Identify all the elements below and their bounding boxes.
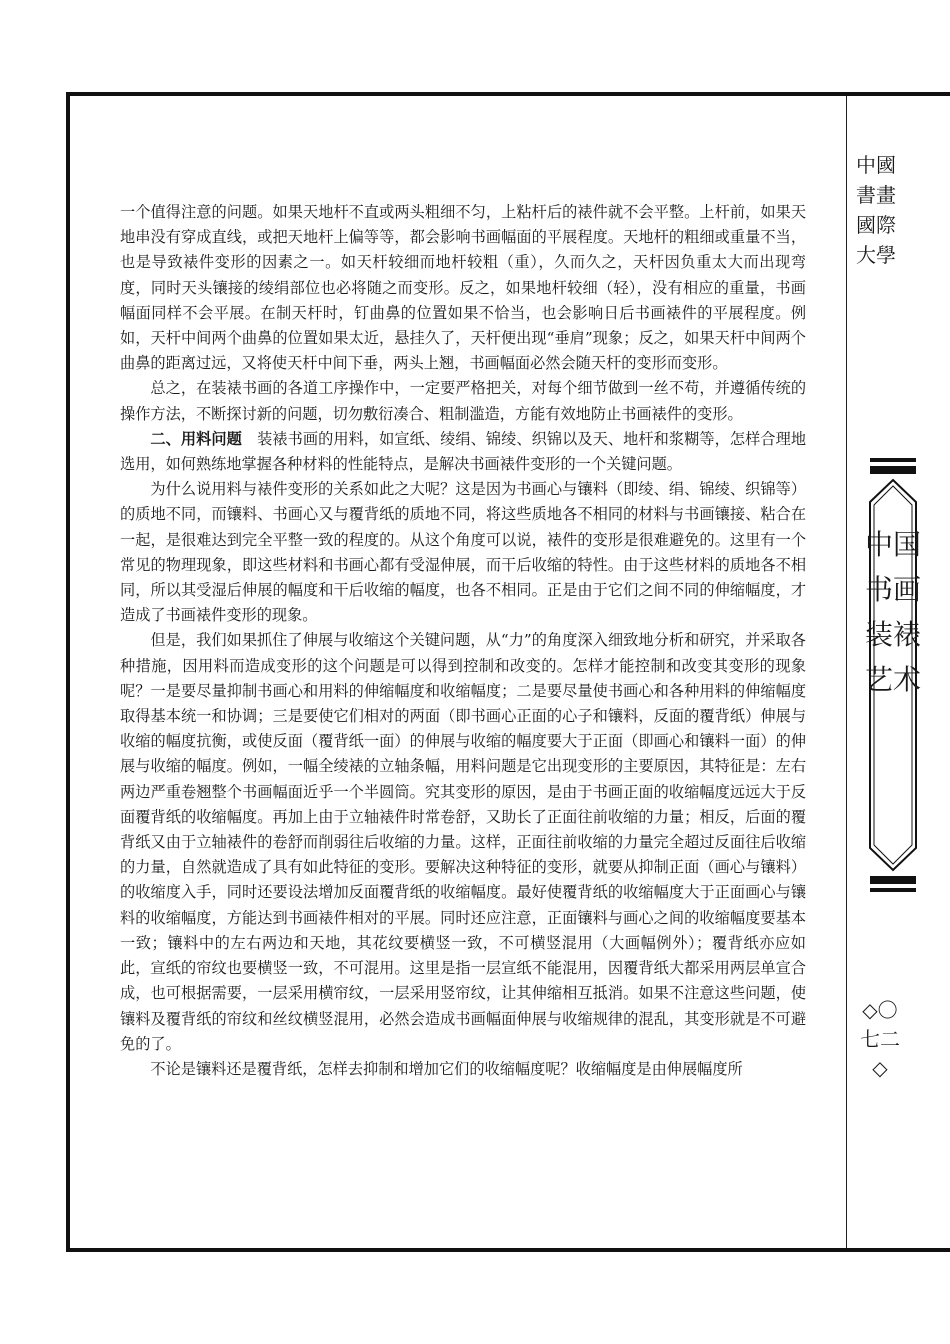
book-title: 中国书画装裱艺术 xyxy=(864,528,921,696)
section-heading: 二、用料问题 xyxy=(150,429,242,448)
paragraph: 总之，在装裱书画的各道工序操作中，一定要严格把关，对每个细节做到一丝不苟，并遵循传统的操作方法，不断探讨新的问题，切勿敷衍凑合、粗制滥造，方能有效地防止书画裱件的变形。 xyxy=(120,379,806,423)
decorative-band xyxy=(870,888,916,892)
decorative-band xyxy=(870,876,916,884)
paragraph: 一个值得注意的问题。如果天地杆不直或两头粗细不匀，上粘杆后的裱件就不会平整。上杆前，如果天地串没有穿成直线，或把天地杆上偏等等，都会影响书画幅面的平展程度。天地杆的粗细或重量不当，也是导致裱件变形的因素之一。如天杆较细而地杆较粗（重），久而久之，天杆因负重太大而出现弯度，同时天头镶接的绫绢部位也必将随之而变形。反之，如果地杆较细（轻），没有相应的重量，书画幅面同样不会平展。在制天杆时，钉曲鼻的位置如果不恰当，也会影响日后书画裱件的平展程度。例如，天杆中间两个曲鼻的位置如果太近，悬挂久了，天杆便出现“垂肩”现象；反之，如果天杆中间两个曲鼻的距离过远，又将使天杆中间下垂，两头上翘，书画幅面必然会随天杆的变形而变形。 xyxy=(120,203,806,373)
paragraph xyxy=(120,427,806,477)
running-header-university: 中國書畫國際大學 xyxy=(856,153,896,267)
book-title-box xyxy=(864,478,922,872)
decorative-band xyxy=(870,458,916,462)
margin-divider xyxy=(846,96,847,1248)
decorative-band xyxy=(870,466,916,474)
paragraph: 但是，我们如果抓住了伸展与收缩这个关键问题，从“力”的角度深入细致地分析和研究，并采取各种措施，因用料而造成变形的这个问题是可以得到控制和改变的。怎样才能控制和改变其变形的现象呢？一是要尽量抑制书画心和用料的伸缩幅度和收缩幅度；二是要尽量使书画心和各种用料的伸缩幅度取得基本统一和协调；三是要使它们相对的两面（即书画心正面的心子和镶料，反面的覆背纸）伸展与收缩的幅度抗衡，或使反面（覆背纸一面）的伸展与收缩的幅度要大于正面（即画心和镶料一面）的伸展与收缩的幅度。例如，一幅全绫裱的立轴条幅，用料问题是它出现变形的主要原因，其特征是：左右两边严重卷翘整个书画幅面近乎一个半圆筒。究其变形的原因，是由于书画正面的收缩幅度远远大于反面覆背纸的收缩幅度。再加上由于立轴裱件时常卷舒，又助长了正面往前收缩的力量；相反，后面的覆背纸又由于立轴裱件的卷舒而削弱往后收缩的力量。这样，正面往前收缩的力量完全超过反面往后收缩的力量，自然就造成了具有如此特征的变形。要解决这种特征的变形，就要从抑制正面（画心与镶料）的收缩度入手，同时还要设法增加反面覆背纸的收缩幅度。最好使覆背纸的收缩幅度大于正面画心与镶料的收缩幅度，方能达到书画裱件相对的平展。同时还应注意，正面镶料与画心之间的收缩幅度要基本一致；镶料中的左右两边和天地，其花纹要横竖一致，不可横竖混用（大画幅例外）；覆背纸亦应如此，宣纸的帘纹也要横竖一致，不可混用。这里是指一层宣纸不能混用，因覆背纸大都采用两层单宣合成，也可根据需要，一层采用横帘纹，一层采用竖帘纹，让其伸缩相互抵消。如果不注意这些问题，使镶料及覆背纸的帘纹和丝纹横竖混用，必然会造成书画幅面伸展与收缩规律的混乱，其变形就是不可避免的了。 xyxy=(120,631,806,1053)
page-number: ◇〇七二◇ xyxy=(860,998,900,1080)
paragraph-text: 装裱书画的用料，如宣纸、绫绢、锦绫、织锦以及天、地杆和浆糊等，怎样合理地选用，如何熟练地掌握各种材料的性能特点，是解决书画裱件变形的一个关键问题。 xyxy=(120,429,807,474)
paragraph: 不论是镶料还是覆背纸，怎样去抑制和增加它们的收缩幅度呢？收缩幅度是由伸展幅度所 xyxy=(150,1059,743,1078)
paragraph: 为什么说用料与裱件变形的关系如此之大呢？这是因为书画心与镶料（即绫、绢、锦绫、织锦等）的质地不同，而镶料、书画心又与覆背纸的质地不同，将这些质地各不相同的材料与书画镶接、粘合在一起，是很难达到完全平整一致的程度的。从这个角度可以说，裱件的变形是很难避免的。这里有一个常见的物理现象，即这些材料和书画心都有受湿伸展，而干后收缩的特性。由于这些材料的质地各不相同，所以其受湿后伸展的幅度和干后收缩的幅度，也各不相同。正是由于它们之间不同的伸缩幅度，才造成了书画裱件变形的现象。 xyxy=(120,480,806,625)
body-text xyxy=(120,200,806,1082)
